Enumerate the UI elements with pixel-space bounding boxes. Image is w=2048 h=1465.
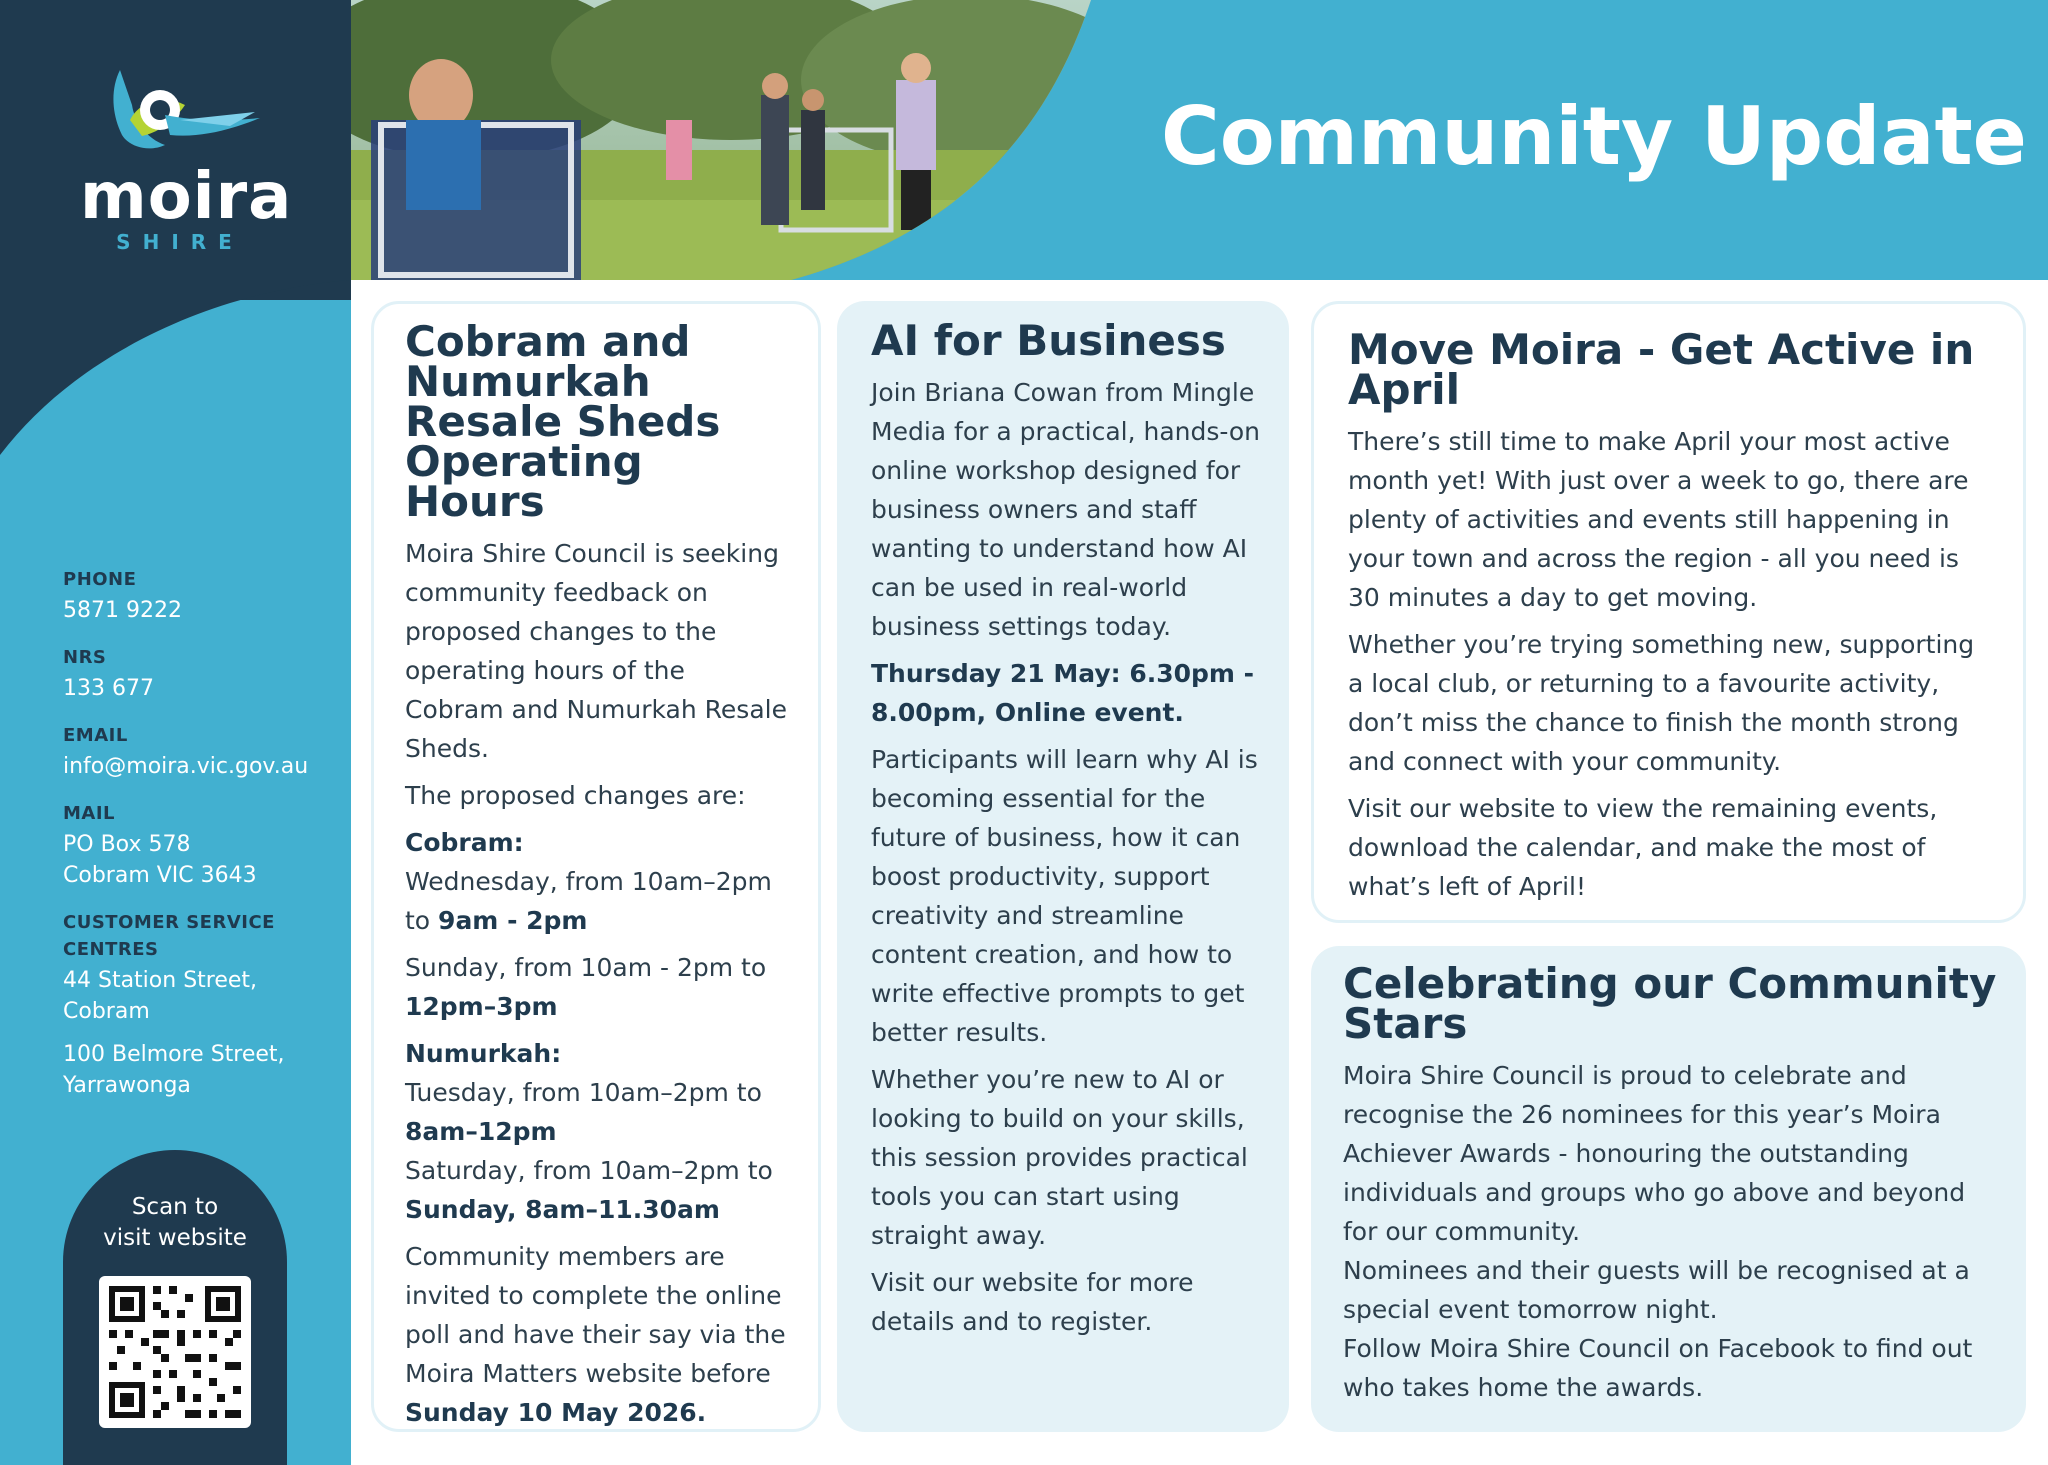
logo-subtitle: SHIRE [116,230,244,254]
cobram-change-2-new: 12pm–3pm [405,992,558,1021]
cobram-change-2 [405,948,790,1026]
cobram-change-1 [405,862,790,940]
qr-code[interactable] [99,1276,251,1428]
cobram-change-2-text: Sunday, from 10am - 2pm to [405,953,767,982]
sidebar [0,0,351,1465]
community-stars-intro: Moira Shire Council is proud to celebrate and recognise the 26 nominees for this year’s Moira Achiever Awards - honouring the outstanding individuals and groups who go above and beyond for our community. [1343,1061,1966,1246]
numurkah-change-2-new: Sunday, 8am–11.30am [405,1195,720,1224]
moira-shire-logo[interactable] [70,60,293,260]
ai-event-date [871,654,1267,732]
service-centre-yarrawonga: 100 Belmore Street, Yarrawonga [63,1042,285,1098]
header-photo [351,0,1111,280]
numurkah-label [405,1034,790,1073]
move-moira-title: Move Moira - Get Active in April [1348,325,1975,414]
ai-for-business-title: AI for Business [871,316,1226,365]
scan-to-visit-label: Scan to visit website [103,1194,247,1251]
contact-label: NRS [63,647,107,668]
resale-changes-label: The proposed changes are: [405,781,746,810]
logo-wordmark: moira [80,160,293,234]
nrs-number[interactable]: 133 677 [63,676,154,701]
contact-nrs [63,644,343,704]
ai-session-info: Whether you’re new to AI or looking to build on your skills, this session provides practical tools you can start using straight away. [871,1065,1248,1250]
cobram-change-1-new: 9am - 2pm [438,906,588,935]
phone-number[interactable]: 5871 9222 [63,598,182,623]
qr-panel [63,1150,287,1465]
mail-address: PO Box 578 Cobram VIC 3643 [63,832,257,888]
contact-mail [63,800,343,891]
move-moira-website: Visit our website to view the remaining events, download the calendar, and make the most of what’s left of April! [1348,794,1938,901]
resale-closing-text: Community members are invited to complete the online poll and have their say via the Moira Matters website before [405,1242,786,1388]
numurkah-change-1 [405,1073,790,1151]
contact-label: MAIL [63,803,116,824]
community-stars-card [1311,946,2026,1432]
ai-register: Visit our website for more details and to register. [871,1268,1194,1336]
email-link[interactable]: info@moira.vic.gov.au [63,754,309,779]
contact-label: EMAIL [63,725,128,746]
resale-closing [405,1237,790,1432]
cobram-change-1-text: Wednesday, from 10am–2pm to [405,867,772,935]
logo-bird-icon [70,60,290,170]
ai-intro: Join Briana Cowan from Mingle Media for a practical, hands-on online workshop designed for business owners and staff wanting to understand how AI can be used in real-world business settings today. [871,378,1261,641]
resale-deadline: Sunday 10 May 2026. [405,1398,707,1427]
cobram-label [405,823,790,862]
community-stars-facebook: Follow Moira Shire Council on Facebook to find out who takes home the awards. [1343,1334,1973,1402]
resale-sheds-card [371,301,821,1432]
header-banner [351,0,2048,280]
contact-service-centres [63,909,343,1027]
qr-code-icon [99,1276,251,1428]
community-stars-title: Celebrating our Community Stars [1343,959,1997,1048]
contact-email [63,722,343,782]
contact-service-centre-2 [63,1039,343,1101]
service-centre-cobram: 44 Station Street, Cobram [63,968,258,1024]
ai-for-business-card [837,301,1289,1432]
sidebar-curve [0,230,351,510]
numurkah-change-2-text: Saturday, from 10am–2pm to [405,1156,773,1185]
cobram-label-text: Cobram: [405,828,524,857]
page-title: Community Update [1161,90,2027,183]
ai-event-date-text: Thursday 21 May: 6.30pm - 8.00pm, Online event. [871,659,1255,727]
resale-sheds-title: Cobram and Numurkah Resale Sheds Operating Hours [405,317,721,526]
numurkah-change-2 [405,1151,790,1229]
community-stars-event: Nominees and their guests will be recognised at a special event tomorrow night. [1343,1256,1970,1324]
contact-label: CUSTOMER SERVICE CENTRES [63,912,275,960]
numurkah-change-1-new: 8am–12pm [405,1117,557,1146]
contact-phone [63,566,343,626]
numurkah-change-1-text: Tuesday, from 10am–2pm to [405,1078,762,1107]
contact-details [63,566,343,1119]
move-moira-intro: There’s still time to make April your most active month yet! With just over a week to go, there are plenty of activities and events still happening in your town and across the region - all you need is 30 minutes a day to get moving. [1348,427,1969,612]
contact-label: PHONE [63,569,137,590]
move-moira-body: Whether you’re trying something new, supporting a local club, or returning to a favourite activity, don’t miss the chance to finish the month strong and connect with your community. [1348,630,1975,776]
numurkah-label-text: Numurkah: [405,1039,562,1068]
ai-participants: Participants will learn why AI is becoming essential for the future of business, how it can boost productivity, support creativity and streamline content creation, and how to write effective prompts to get better results. [871,745,1258,1047]
move-moira-card [1311,301,2026,923]
resale-intro: Moira Shire Council is seeking community feedback on proposed changes to the operating hours of the Cobram and Numurkah Resale Sheds. [405,539,787,763]
